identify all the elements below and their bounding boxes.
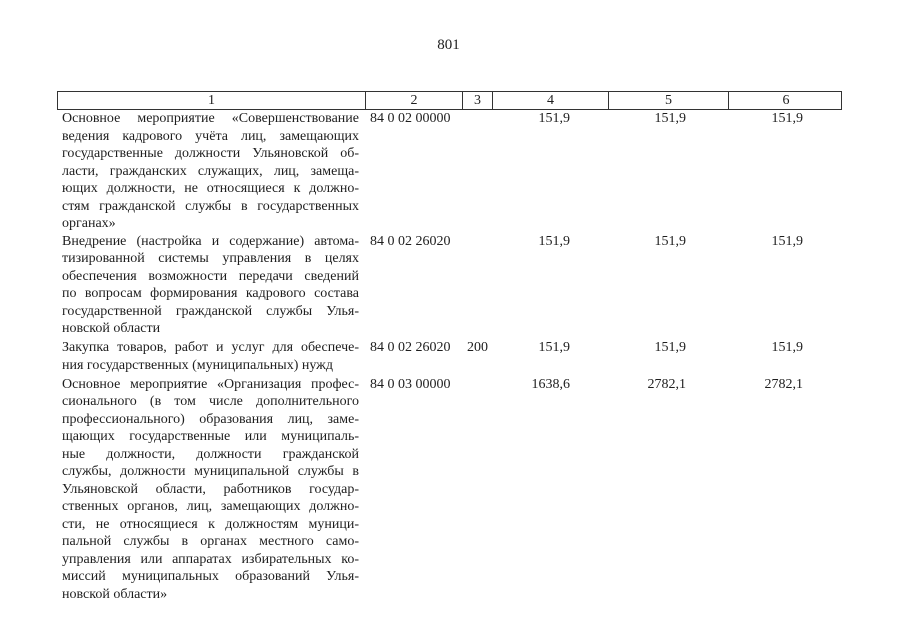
row-value-6: 151,9 xyxy=(771,111,803,126)
row-code: 84 0 03 00000 xyxy=(370,376,451,392)
row-value-5: 151,9 xyxy=(654,111,686,126)
table-row xyxy=(57,376,842,604)
description-line: ющих должности, не относящиеся к должно- xyxy=(62,181,359,196)
row-value-5: 151,9 xyxy=(654,340,686,355)
description-line: пальной службы в органах местного само- xyxy=(62,534,359,549)
row-code: 84 0 02 00000 xyxy=(370,111,451,126)
description-line: органах» xyxy=(62,216,116,231)
row-expense-type xyxy=(462,376,492,604)
row-expense-type xyxy=(462,233,492,338)
row-value-4: 151,9 xyxy=(538,233,570,249)
row-description xyxy=(57,339,365,374)
row-value-4: 151,9 xyxy=(538,111,570,126)
row-value-6: 151,9 xyxy=(771,233,803,249)
description-line: Основное мероприятие «Совершенствование xyxy=(62,111,359,126)
description-line: государственные должности Ульяновской об- xyxy=(62,146,359,161)
description-line: ния государственных (муниципальных) нужд xyxy=(62,357,333,373)
table-row xyxy=(57,339,842,374)
description-line: сти, не относящиеся к должностям муници- xyxy=(62,516,359,532)
description-line: по вопросам формирования кадрового состава xyxy=(62,286,359,301)
row-expense-type xyxy=(462,110,492,233)
description-line: Основное мероприятие «Организация профес- xyxy=(62,376,359,392)
row-value-5: 151,9 xyxy=(654,233,686,249)
table-row xyxy=(57,110,842,233)
header-col-2: 2 xyxy=(366,92,463,109)
row-description xyxy=(57,376,365,604)
description-line: Внедрение (настройка и содержание) автома- xyxy=(62,233,359,249)
description-line: службы, должности муниципальной службы в xyxy=(62,464,359,479)
row-value-5: 2782,1 xyxy=(647,376,686,392)
row-value-4: 151,9 xyxy=(538,340,570,355)
table-header xyxy=(57,91,842,110)
row-description xyxy=(57,110,365,233)
row-value-4: 1638,6 xyxy=(531,376,570,392)
header-col-6: 6 xyxy=(782,93,790,108)
page-number: 801 xyxy=(437,37,460,53)
header-col-3: 3 xyxy=(463,92,493,109)
row-value-6: 2782,1 xyxy=(764,376,803,392)
description-line: Закупка товаров, работ и услуг для обеспече- xyxy=(62,340,359,355)
description-line: Ульяновской области, работников государ- xyxy=(62,481,359,497)
description-line: новской области» xyxy=(62,586,168,602)
description-line: ведения кадрового учёта лиц, замещающих xyxy=(62,128,359,144)
description-line: тизированной системы управления в целях xyxy=(62,251,359,266)
row-code: 84 0 02 26020 xyxy=(370,340,451,355)
header-col-5: 5 xyxy=(609,92,729,109)
description-line: профессионального) образования лиц, заме- xyxy=(62,411,359,427)
description-line: ласти, гражданских служащих, лиц, замеща- xyxy=(62,163,359,179)
description-line: государственной гражданской службы Улья- xyxy=(62,303,359,319)
budget-table xyxy=(57,91,842,603)
table-row xyxy=(57,233,842,338)
description-line: ные должности, должности гражданской xyxy=(62,446,359,462)
description-line: сионального (в том числе дополнительного xyxy=(62,394,359,409)
description-line: управления или аппаратах избирательных ко- xyxy=(62,551,359,567)
description-line: щающих государственные или муниципаль- xyxy=(62,429,359,444)
description-line: новской области xyxy=(62,321,161,336)
row-value-6: 151,9 xyxy=(771,340,803,355)
description-line: ственных органов, лиц, замещающих должно- xyxy=(62,499,359,514)
description-line: миссий муниципальных образований Улья- xyxy=(62,569,359,584)
row-expense-type: 200 xyxy=(467,340,488,355)
row-description xyxy=(57,233,365,338)
description-line: стям гражданской службы в государственных xyxy=(62,198,359,214)
header-col-4: 4 xyxy=(493,92,609,109)
description-line: обеспечения возможности передачи сведений xyxy=(62,268,359,284)
header-col-1: 1 xyxy=(58,92,366,109)
table-body xyxy=(57,110,842,603)
row-code: 84 0 02 26020 xyxy=(370,233,451,249)
